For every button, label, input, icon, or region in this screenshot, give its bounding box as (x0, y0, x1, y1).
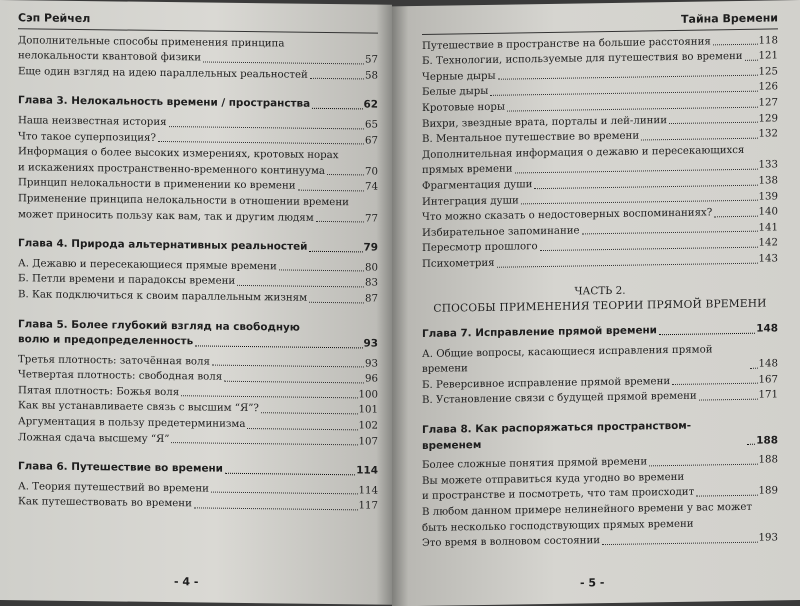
toc-text: Что такое суперпозиция? (18, 130, 156, 144)
toc-leader (169, 126, 364, 129)
toc-page-number: 127 (758, 97, 778, 109)
left-running-header: Сэп Рейчел (18, 11, 91, 26)
toc-leader (490, 91, 757, 96)
toc-entry (18, 33, 378, 69)
toc-page-number: 148 (758, 358, 778, 370)
toc-leader (279, 270, 364, 272)
toc-text: быть несколько господствующих прямых времени (422, 518, 694, 534)
toc-text: Глава 8. Как распоряжаться пространством-временем (422, 419, 692, 452)
toc-text: Пересмотр прошлого (422, 241, 538, 255)
toc-leader (225, 473, 355, 476)
right-page-number: - 5 - (580, 576, 605, 590)
toc-leader (714, 215, 757, 217)
toc-text: Черные дыры (422, 70, 496, 83)
right-running-header: Тайна Времени (681, 11, 778, 26)
toc-page-number: 193 (758, 532, 778, 544)
toc-leader (327, 174, 364, 175)
toc-text: Вы можете отправиться куда угодно во времени (422, 471, 685, 487)
left-toc (18, 33, 378, 515)
toc-text: Что можно сказать о недостоверных воспоминаниях? (422, 207, 713, 224)
toc-text: Пятая плотность: Божья воля (18, 385, 180, 399)
toc-page-number: 125 (758, 66, 778, 78)
left-page (0, 0, 392, 605)
toc-page-number: 74 (365, 181, 378, 193)
toc-page-number: 101 (358, 404, 378, 417)
toc-leader (310, 78, 364, 80)
toc-entry (18, 495, 378, 515)
toc-line (422, 417, 778, 454)
toc-leader (211, 492, 358, 495)
toc-line (422, 341, 778, 378)
toc-text: Информация о более высоких измерениях, кротовых норах (18, 146, 339, 162)
toc-text: Наша неизвестная история (18, 115, 167, 129)
toc-text: А. Теория путешествий во времени (18, 481, 209, 495)
toc-text: Аргументация в пользу предетерминизма (18, 416, 246, 431)
toc-leader (659, 332, 755, 335)
toc-leader (195, 345, 362, 348)
toc-chapter (422, 417, 778, 458)
toc-page-number: 167 (758, 374, 778, 386)
right-toc-a (422, 33, 778, 272)
toc-page-number: 93 (363, 337, 378, 350)
toc-text: и пространстве и посмотреть, что там происходит (422, 487, 695, 503)
toc-page-number: 114 (356, 464, 378, 477)
toc-text: Белые дыры (422, 86, 489, 99)
toc-page-number: 100 (358, 389, 378, 401)
toc-text: Глава 5. Более глубокий взгляд на свободную (18, 317, 300, 334)
toc-leader (212, 365, 364, 368)
toc-page-number: 79 (363, 241, 378, 254)
toc-leader (497, 262, 758, 267)
toc-leader (540, 247, 758, 251)
toc-page-number: 70 (365, 166, 378, 178)
toc-text: Глава 4. Природа альтернативных реальностей (18, 237, 308, 253)
toc-text: Более сложные понятия прямой времени (422, 456, 648, 472)
toc-text: Применение принципа нелокальности в отношении времени (18, 193, 349, 209)
toc-text: Глава 6. Путешествие во времени (18, 460, 223, 475)
toc-page-number: 132 (758, 128, 778, 140)
toc-page-number: 93 (365, 358, 378, 370)
toc-text: Кротовые норы (422, 101, 505, 114)
toc-page-number: 133 (758, 159, 778, 171)
toc-text: Вихри, звездные врата, порталы и лей-линии (422, 114, 668, 130)
toc-leader (699, 399, 758, 401)
toc-text: Глава 7. Исправление прямой времени (422, 324, 657, 341)
toc-text: Психометрия (422, 257, 495, 270)
toc-page-number: 188 (756, 434, 778, 447)
toc-text: Это время в волновом состоянии (422, 535, 601, 550)
toc-leader (534, 184, 757, 189)
toc-page-number: 107 (358, 436, 378, 448)
toc-text: Принцип нелокальности в применении ко времени (18, 177, 296, 192)
toc-page-number: 129 (758, 112, 778, 125)
toc-leader (298, 190, 364, 192)
toc-leader (309, 250, 362, 252)
toc-page-number: 148 (756, 322, 778, 335)
toc-leader (713, 44, 758, 46)
toc-page-number: 141 (758, 222, 778, 234)
toc-entry (18, 144, 378, 180)
right-toc-b (422, 321, 778, 551)
toc-text: В любом данном примере нелинейного времени у вас может (422, 501, 753, 518)
toc-text: Дополнительные способы применения принципа (18, 34, 285, 50)
toc-page-number: 65 (365, 119, 378, 131)
toc-page-number: 57 (365, 54, 378, 66)
toc-page-number: 138 (758, 175, 778, 187)
toc-page-number: 77 (365, 212, 378, 225)
toc-text: Избирательное запоминание (422, 225, 580, 239)
toc-leader (745, 59, 758, 60)
toc-leader (521, 200, 758, 205)
toc-page-number: 142 (758, 237, 778, 249)
toc-leader (696, 495, 757, 497)
toc-page-number: 143 (758, 253, 778, 265)
toc-text: Глава 3. Нелокальность времени / пространства (18, 94, 311, 111)
toc-page-number: 126 (758, 81, 778, 94)
toc-leader (515, 169, 758, 174)
toc-text: Как путешествовать во времени (18, 496, 192, 510)
right-page (392, 0, 800, 606)
toc-leader (641, 137, 757, 140)
toc-leader (247, 428, 357, 430)
toc-text: В. Установление связи с будущей прямой времени (422, 391, 697, 407)
toc-page-number: 83 (365, 277, 378, 289)
toc-leader (203, 61, 364, 64)
toc-text: В. Ментальное путешествие во времени (422, 130, 640, 146)
toc-page-number: 58 (365, 70, 378, 82)
toc-text: В. Как подключиться к своим параллельным жизням (18, 289, 308, 304)
toc-page-number: 188 (758, 454, 778, 466)
toc-leader (602, 541, 757, 544)
toc-text: Дополнительная информация о дежавю и пересекающихся (422, 144, 745, 161)
toc-leader (649, 464, 757, 467)
toc-text: может приносить пользу как вам, так и другим людям (18, 208, 314, 224)
toc-text: прямых времени (422, 163, 513, 177)
toc-page-number: 121 (758, 50, 778, 62)
toc-leader (750, 368, 758, 369)
toc-entry (18, 191, 378, 227)
toc-leader (261, 412, 358, 414)
toc-leader (316, 221, 364, 223)
toc-text: Б. Технологии, используемые для путешествия во времени (422, 51, 743, 68)
toc-leader (309, 301, 364, 303)
toc-page-number: 67 (365, 135, 378, 147)
toc-text: Фрагментация души (422, 179, 533, 192)
left-page-number: - 4 - (174, 575, 199, 589)
toc-leader (194, 507, 358, 510)
toc-text: нелокальности квантовой физики (18, 50, 202, 64)
toc-text: Четвертая плотность: свободная воля (18, 369, 223, 383)
toc-leader (507, 106, 758, 111)
toc-leader (672, 383, 757, 385)
toc-text: и искажениях пространственно-временного континуума (18, 161, 325, 177)
toc-page-number: 62 (363, 98, 378, 111)
toc-text: волю и предопределенность (18, 333, 194, 348)
toc-text: Как вы устанавливаете связь с высшим “Я”? (18, 400, 259, 415)
toc-page-number: 114 (358, 485, 378, 497)
toc-text: Б. Петли времени и парадоксы времени (18, 273, 236, 288)
toc-page-number: 96 (365, 373, 378, 385)
toc-leader (498, 75, 758, 80)
part-label: ЧАСТЬ 2. (574, 284, 626, 298)
toc-leader (158, 141, 364, 145)
toc-page-number: 118 (758, 34, 778, 47)
toc-page-number: 80 (365, 262, 378, 274)
toc-page-number: 87 (365, 293, 378, 305)
toc-leader (224, 381, 364, 384)
toc-page-number: 189 (758, 485, 778, 498)
toc-text: Б. Реверсивное исправление прямой времени (422, 375, 671, 391)
toc-leader (237, 285, 364, 288)
toc-text: Еще один взгляд на идею параллельных реальностей (18, 66, 308, 81)
toc-text: Третья плотность: заточённая воля (18, 353, 210, 368)
toc-text: А. Дежавю и пересекающиеся прямые времени (18, 257, 277, 273)
toc-page-number: 171 (758, 389, 778, 402)
toc-leader (181, 396, 357, 399)
toc-text: Путешествие в пространстве на большие расстояния (422, 35, 711, 52)
toc-page-number: 139 (758, 190, 778, 203)
toc-leader (171, 442, 357, 445)
toc-page-number: 117 (358, 500, 378, 513)
toc-text: Интеграция души (422, 194, 519, 208)
toc-leader (747, 444, 755, 445)
toc-leader (582, 231, 758, 235)
toc-line (18, 495, 378, 515)
toc-entry (422, 341, 778, 378)
toc-leader (669, 122, 758, 124)
toc-text: А. Общие вопросы, касающиеся исправления прямой времени (422, 344, 713, 376)
toc-page-number: 140 (758, 206, 778, 218)
toc-leader (312, 108, 362, 110)
toc-page-number: 102 (358, 420, 378, 432)
toc-chapter (18, 317, 378, 357)
toc-text: Ложная сдача высшему “Я” (18, 431, 170, 445)
part-title: СПОСОБЫ ПРИМЕНЕНИЯ ТЕОРИИ ПРЯМОЙ ВРЕМЕНИ (433, 297, 767, 315)
